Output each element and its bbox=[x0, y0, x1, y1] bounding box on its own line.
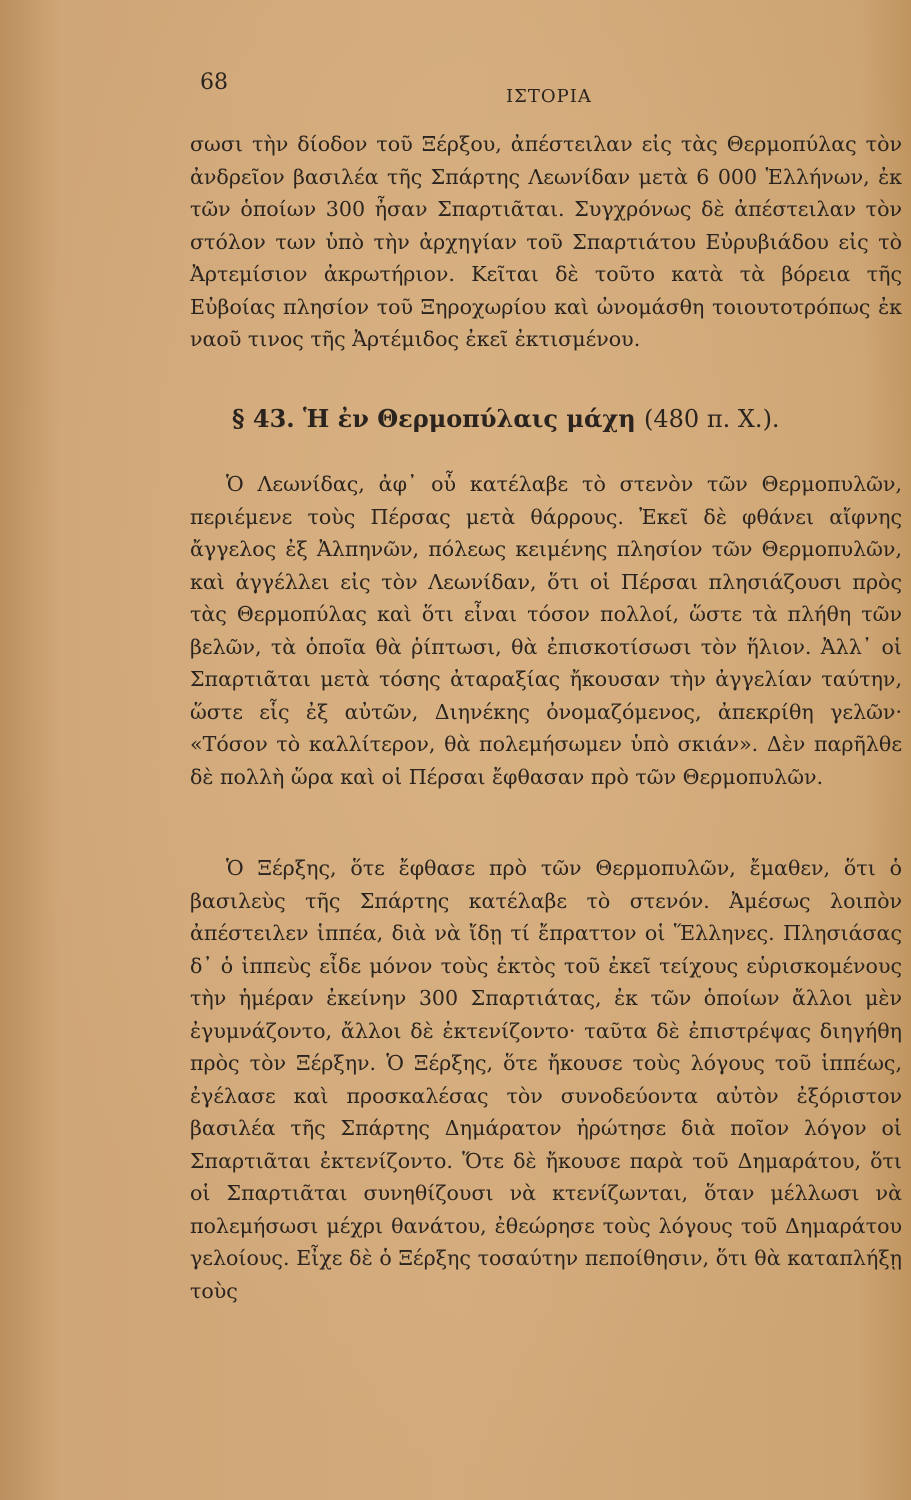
running-head: ΙΣΤΟΡΙΑ bbox=[506, 86, 592, 107]
leonidas-paragraph: Ὁ Λεωνίδας, ἀφ᾽ οὗ κατέλαβε τὸ στενὸν τῶν Θερμοπυλῶν, περιέμενε τοὺς Πέρσας μετὰ θάρρους. Ἐκεῖ δὲ φθάνει αἴφνης ἄγγελος ἐξ Ἀλπηνῶν, πόλεως κειμένης πλησίον τῶν Θερμοπυλῶν, καὶ ἀγγέλλει εἰς τὸν Λεωνίδαν, ὅτι οἱ Πέρσαι πλησιάζουσι πρὸς τὰς Θερμοπύλας καὶ ὅτι εἶναι τόσον πολλοί, ὥστε τὰ πλήθη τῶν βελῶν, τὰ ὁποῖα θὰ ῥίπτωσι, θὰ ἐπισκοτίσωσι τὸν ἥλιον. Ἀλλ᾽ οἱ Σπαρτιᾶται μετὰ τόσης ἀταραξίας ἤκουσαν τὴν ἀγγελίαν ταύτην, ὥστε εἷς ἐξ αὐτῶν, Διηνέκης ὀνομαζόμενος, ἀπεκρίθη γελῶν· «Τόσον τὸ καλλίτερον, θὰ πολεμήσωμεν ὑπὸ σκιάν». Δὲν παρῆλθε δὲ πολλὴ ὥρα καὶ οἱ Πέρσαι ἔφθασαν πρὸ τῶν Θερμοπυλῶν. bbox=[190, 472, 902, 789]
intro-paragraph: σωσι τὴν δίοδον τοῦ Ξέρξου, ἀπέστειλαν εἰς τὰς Θερμοπύλας τὸν ἀνδρεῖον βασιλέα τῆς Σπάρτης Λεωνίδαν μετὰ 6 000 Ἑλλήνων, ἐκ τῶν ὁποίων 300 ἦσαν Σπαρτιᾶται. Συγχρόνως δὲ ἀπέστειλαν τὸν στόλον των ὑπὸ τὴν ἀρχηγίαν τοῦ Σπαρτιάτου Εὐρυβιάδου εἰς τὸ Ἀρτεμίσιον ἀκρωτήριον. Κεῖται δὲ τοῦτο κατὰ τὰ βόρεια τῆς Εὐβοίας πλησίον τοῦ Ξηροχωρίου καὶ ὠνομάσθη τοιουτοτρόπως ἐκ ναοῦ τινος τῆς Ἀρτέμιδος ἐκεῖ ἐκτισμένου. bbox=[190, 132, 902, 351]
section-title: Ἡ ἐν Θερμοπύλαις μάχη bbox=[303, 404, 636, 433]
page-header bbox=[200, 70, 900, 110]
section-date: (480 π. Χ.). bbox=[644, 405, 780, 433]
section-heading bbox=[232, 404, 780, 433]
xerxes-paragraph: Ὁ Ξέρξης, ὅτε ἔφθασε πρὸ τῶν Θερμοπυλῶν, ἔμαθεν, ὅτι ὁ βασιλεὺς τῆς Σπάρτης κατέλαβε τὸ στενόν. Ἀμέσως λοιπὸν ἀπέστειλεν ἱππέα, διὰ νὰ ἴδῃ τί ἔπραττον οἱ Ἕλληνες. Πλησιάσας δ᾽ ὁ ἱππεὺς εἶδε μόνον τοὺς ἐκτὸς τοῦ ἐκεῖ τείχους εὑρισκομένους τὴν ἡμέραν ἐκείνην 300 Σπαρτιάτας, ἐκ τῶν ὁποίων ἄλλοι μὲν ἐγυμνάζοντο, ἄλλοι δὲ ἐκτενίζοντο· ταῦτα δὲ ἐπιστρέψας διηγήθη πρὸς τὸν Ξέρξην. Ὁ Ξέρξης, ὅτε ἤκουσε τοὺς λόγους τοῦ ἱππέως, ἐγέλασε καὶ προσκαλέσας τὸν συνοδεύοντα αὐτὸν ἐξόριστον βασιλέα τῆς Σπάρτης Δημάρατον ἠρώτησε διὰ ποῖον λόγον οἱ Σπαρτιᾶται ἐκτενίζοντο. Ὅτε δὲ ἤκουσε παρὰ τοῦ Δημαράτου, ὅτι οἱ Σπαρτιᾶται συνηθίζουσι νὰ κτενίζωνται, ὅταν μέλλωσι νὰ πολεμήσωσι μέχρι θανάτου, ἐθεώρησε τοὺς λόγους τοῦ Δημαράτου γελοίους. Εἶχε δὲ ὁ Ξέρξης τοσαύτην πεποίθησιν, ὅτι θὰ καταπλήξῃ τοὺς bbox=[190, 856, 902, 1303]
page-number: 68 bbox=[200, 70, 228, 95]
section-mark: § 43. bbox=[232, 404, 295, 433]
